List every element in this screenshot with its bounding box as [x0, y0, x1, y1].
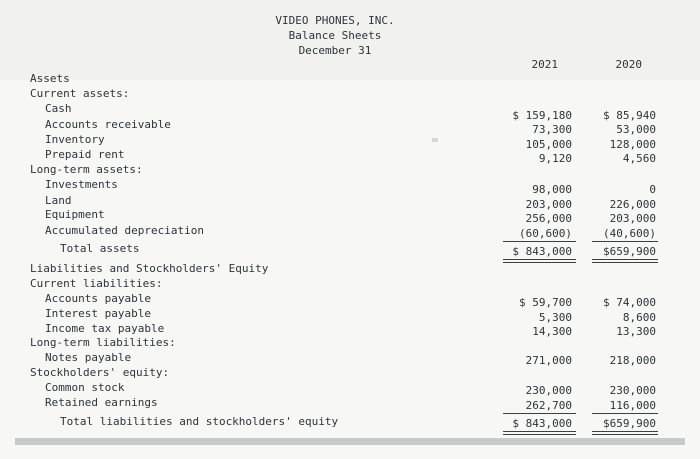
notes-payable-2021: 271,000 — [525, 354, 572, 367]
subtotal-rule-liab-2021 — [503, 413, 576, 414]
scan-artifact — [432, 138, 438, 142]
label-interest-payable: Interest payable — [45, 307, 151, 320]
inventory-2021: 105,000 — [525, 138, 572, 151]
investments-2020: 0 — [649, 183, 656, 196]
label-current-liabilities: Current liabilities: — [30, 277, 163, 290]
label-long-term-assets: Long-term assets: — [30, 163, 143, 176]
total-liabilities-equity-2021: $ 843,000 — [512, 417, 572, 430]
total-assets-2020: $659,900 — [603, 245, 656, 258]
label-equipment: Equipment — [45, 208, 105, 221]
bottom-bar — [15, 438, 685, 445]
total-assets-2021: $ 843,000 — [512, 245, 572, 258]
label-notes-payable: Notes payable — [45, 351, 132, 364]
interest-payable-2021: 5,300 — [538, 311, 572, 324]
company-name: VIDEO PHONES, INC. — [275, 14, 395, 27]
double-rule-assets-2021 — [503, 259, 576, 263]
label-accounts-receivable: Accounts receivable — [45, 118, 171, 131]
double-rule-liab-2021 — [503, 431, 576, 435]
label-current-assets: Current assets: — [30, 87, 130, 100]
inventory-2020: 128,000 — [609, 138, 656, 151]
label-total-assets: Total assets — [60, 242, 140, 255]
cash-2021: $ 159,180 — [512, 109, 572, 122]
accounts-receivable-2021: 73,300 — [532, 123, 572, 136]
column-header-2021: 2021 — [531, 58, 558, 71]
common-stock-2020: 230,000 — [609, 384, 656, 397]
total-liabilities-equity-2020: $659,900 — [603, 417, 656, 430]
interest-payable-2020: 8,600 — [622, 311, 656, 324]
subtotal-rule-liab-2020 — [592, 413, 658, 414]
accounts-payable-2021: $ 59,700 — [519, 296, 572, 309]
retained-earnings-2021: 262,700 — [525, 399, 572, 412]
prepaid-rent-2020: 4,560 — [622, 152, 656, 165]
retained-earnings-2020: 116,000 — [609, 399, 656, 412]
label-accumulated-depreciation: Accumulated depreciation — [45, 224, 204, 237]
label-liabilities-equity: Liabilities and Stockholders' Equity — [30, 262, 269, 275]
label-retained-earnings: Retained earnings — [45, 396, 158, 409]
double-rule-liab-2020 — [592, 431, 658, 435]
label-cash: Cash — [45, 102, 72, 115]
label-total-liabilities-equity: Total liabilities and stockholders' equity — [60, 415, 339, 428]
label-prepaid-rent: Prepaid rent — [45, 148, 125, 161]
statement-title: Balance Sheets — [288, 29, 382, 42]
notes-payable-2020: 218,000 — [609, 354, 656, 367]
label-common-stock: Common stock — [45, 381, 125, 394]
subtotal-rule-assets-2020 — [592, 241, 658, 242]
label-inventory: Inventory — [45, 133, 105, 146]
accumulated-depreciation-2020: (40,600) — [603, 227, 656, 240]
label-stockholders-equity: Stockholders' equity: — [30, 366, 170, 379]
cash-2020: $ 85,940 — [603, 109, 656, 122]
label-land: Land — [45, 194, 72, 207]
investments-2021: 98,000 — [532, 183, 572, 196]
prepaid-rent-2021: 9,120 — [538, 152, 572, 165]
column-header-2020: 2020 — [615, 58, 642, 71]
income-tax-payable-2020: 13,300 — [616, 325, 656, 338]
accounts-receivable-2020: 53,000 — [616, 123, 656, 136]
equipment-2020: 203,000 — [609, 212, 656, 225]
income-tax-payable-2021: 14,300 — [532, 325, 572, 338]
land-2020: 226,000 — [609, 198, 656, 211]
land-2021: 203,000 — [525, 198, 572, 211]
label-investments: Investments — [45, 178, 118, 191]
label-income-tax-payable: Income tax payable — [45, 322, 165, 335]
accounts-payable-2020: $ 74,000 — [603, 296, 656, 309]
subtotal-rule-assets-2021 — [503, 241, 576, 242]
statement-date: December 31 — [298, 44, 372, 57]
accumulated-depreciation-2021: (60,600) — [519, 227, 572, 240]
double-rule-assets-2020 — [592, 259, 658, 263]
label-accounts-payable: Accounts payable — [45, 292, 151, 305]
label-assets: Assets — [30, 72, 70, 85]
common-stock-2021: 230,000 — [525, 384, 572, 397]
label-long-term-liabilities: Long-term liabilities: — [30, 336, 176, 349]
equipment-2021: 256,000 — [525, 212, 572, 225]
